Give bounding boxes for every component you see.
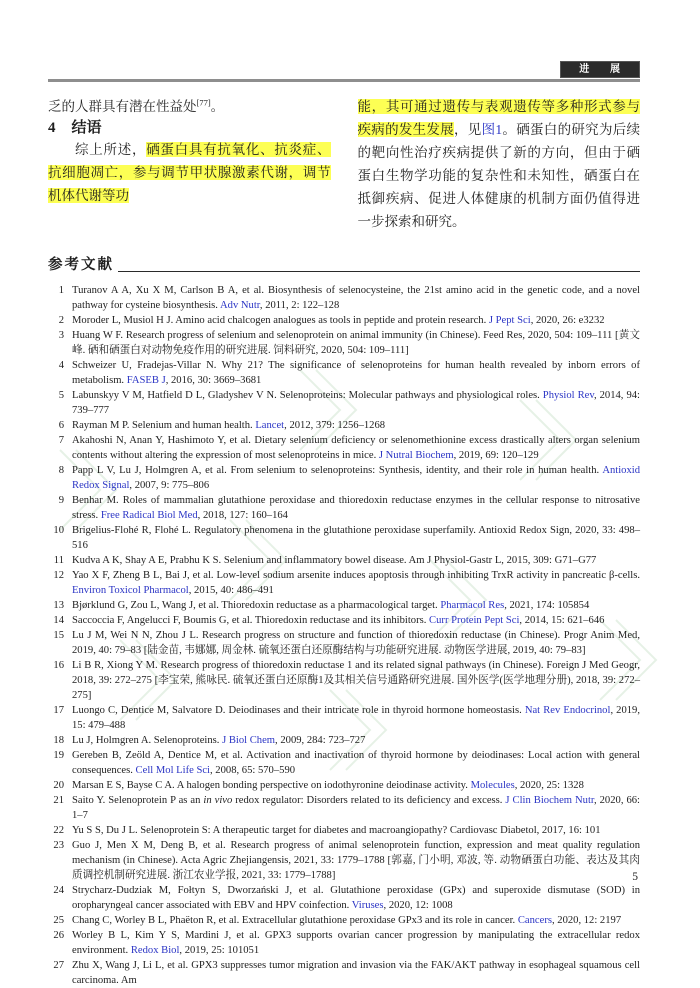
reference-number: 5 [58,390,64,401]
reference-number: 6 [58,420,64,431]
text-segment: ，见 [454,122,482,137]
reference-item [48,553,640,568]
inline-link[interactable]: 图1 [481,122,503,137]
reference-text [72,418,640,433]
inline-link[interactable]: Cancers [517,915,552,926]
text-segment: Chang C, Worley B L, Phaëton R, et al. Extracellular glutathione peroxidase GPx3 and its role in cancer. [72,915,518,926]
inline-link[interactable]: Environ Toxicol Pharmacol [72,585,189,596]
reference-item [48,628,640,658]
text-segment: Saccoccia F, Angelucci F, Boumis G, et al. Thioredoxin reductase and its inhibitors. [72,615,430,626]
reference-text [72,748,640,778]
reference-item [48,523,640,553]
reference-number: 3 [58,330,64,341]
text-segment: , 2007, 9: 775–806 [129,480,210,491]
conclusion-heading-label: 结语 [71,120,102,136]
reference-text [72,328,640,358]
reference-item [48,703,640,733]
reference-text [72,838,640,883]
text-segment: , 2020, 66: 1–7 [72,795,640,821]
inline-link[interactable]: J Biol Chem [222,735,276,746]
reference-number: 20 [53,780,64,791]
reference-number: 21 [53,795,64,806]
reference-number: 22 [53,825,64,836]
text-segment: Gereben B, Zeöld A, Dentice M, et al. Activation and inactivation of thyroid hormone by deiodinases: Local action with general consequences. [72,750,640,776]
reference-item [48,793,640,823]
left-paragraph-2 [48,138,331,207]
reference-text [72,613,640,628]
inline-link[interactable]: J Pept Sci [488,315,531,326]
text-segment: Yu S S, Du J L. Selenoprotein S: A therapeutic target for diabetes and macroangiopathy? Cardiovasc Diabetol, 2017, 16: 101 [72,825,601,836]
reference-item [48,823,640,838]
reference-number: 9 [58,495,64,506]
reference-item [48,493,640,523]
text-segment: 硒蛋白具有抗氧化、抗炎症、抗细胞凋亡，参与调节甲状腺激素代谢，调节机体代谢等功 [48,142,331,203]
reference-number: 10 [53,525,64,536]
references-heading-row [48,256,640,274]
text-segment: Worley B L, Kim Y S, Mardini J, et al. GPX3 supports ovarian cancer progression by manipulating the extracellular redox environment. [72,930,640,956]
text-segment: , 2019, 69: 120–129 [453,450,539,461]
reference-text [72,313,640,328]
text-segment: Moroder L, Musiol H J. Amino acid chalcogen analogues as tools in peptide and protein research. [72,315,489,326]
text-segment: , 2019, 15: 479–488 [72,705,641,731]
reference-number: 11 [53,555,64,566]
text-segment: , 2020, 12: 2197 [551,915,622,926]
reference-number: 15 [53,630,64,641]
reference-text [72,358,640,388]
reference-text [72,733,640,748]
text-segment: Yao X F, Zheng B L, Bai J, et al. Low-level sodium arsenite induces apoptosis through inhibiting TrxR activity in pancreatic β-cells. [72,570,640,581]
text-segment: Marsan E S, Bayse C A. A halogen bonding perspective on iodothyronine deiodinase activity. [72,780,471,791]
reference-item [48,658,640,703]
reference-number: 4 [58,360,64,371]
reference-item [48,958,640,988]
text-segment: Huang W F. Research progress of selenium and selenoprotein on animal immunity (in Chinese). Feed Res, 2020, 504: 109–111 [黄文峰. 硒和硒蛋白对动物免疫作用的研究进展. 饲料研究, 2020, 504: 109–111] [72,330,640,356]
reference-number: 17 [53,705,64,716]
inline-link[interactable]: Physiol Rev [542,390,594,401]
text-segment: Lu J M, Wei N N, Zhou J L. Research progress on structure and function of thioredoxin reductase (in Chinese). Progr Anim Med, 2019, 40: 79–83 [陆金苗, 韦娜娜, 周金林. 硫氧还蛋白还原酶结构与功能研究进展. 动物医学进展, 2019, 40: 79–83] [72,630,640,656]
inline-link[interactable]: Antioxid Redox Signal [72,465,640,491]
inline-link[interactable]: J Clin Biochem Nutr [505,795,594,806]
reference-text [72,778,640,793]
reference-text [72,553,640,568]
text-segment: 。 [210,99,225,114]
reference-number: 18 [53,735,64,746]
text-segment: , 2021, 174: 105854 [504,600,590,611]
text-segment: redox regulator: Disorders related to its deficiency and excess. [232,795,506,806]
reference-text [72,883,640,913]
text-segment: , 2008, 65: 570–590 [210,765,296,776]
reference-number: 7 [58,435,64,446]
conclusion-heading [48,118,331,138]
text-segment: Bjørklund G, Zou L, Wang J, et al. Thioredoxin reductase as a pharmacological target. [72,600,441,611]
text-segment: 乏的人群具有潜在性益处 [48,99,197,114]
text-segment: Li B R, Xiong Y M. Research progress of thioredoxin reductase 1 and its related signal pathways (in Chinese). Foreign J Med Geogr, 2018, 39: 272–275 [李宝荣, 熊咏民. 硫氧还蛋白还原酶1及其相关信号通路研究进展. 国外医学(医学地理分册), 2018, 39: 272–275] [72,660,640,701]
reference-number: 1 [58,285,64,296]
left-paragraph-1 [48,95,331,118]
reference-number: 13 [53,600,64,611]
reference-number: 27 [53,960,64,971]
inline-link[interactable]: Molecules [470,780,515,791]
reference-number: 24 [53,885,64,896]
inline-link[interactable]: Redox Biol [130,945,180,956]
inline-link[interactable]: Free Radical Biol Med [100,510,198,521]
text-segment: Brigelius-Flohé R, Flohé L. Regulatory phenomena in the glutathione peroxidase superfamily. Antioxid Redox Sign, 2020, 33: 498–516 [72,525,640,551]
references-rule [118,271,640,272]
reference-text [72,958,640,988]
text-segment: , 2016, 30: 3669–3681 [165,375,262,386]
inline-link[interactable]: Nat Rev Endocrinol [524,705,611,716]
text-segment: Luongo C, Dentice M, Salvatore D. Deiodinases and their intricate role in thyroid hormone homeostasis. [72,705,525,716]
text-segment: Strycharz-Dudziak M, Fołtyn S, Dworzański J, et al. Glutathione peroxidase (GPx) and superoxide dismutase (SOD) in oropharyngeal cancer associated with EBV and HPV coinfection. [72,885,640,911]
text-segment: , 2020, 25: 1328 [514,780,584,791]
reference-text [72,433,640,463]
reference-item [48,418,640,433]
text-segment: Zhu X, Wang J, Li L, et al. GPX3 suppresses tumor migration and invasion via the FAK/AKT pathway in esophageal squamous cell carcinoma. Am [72,960,640,986]
reference-item [48,778,640,793]
reference-item [48,883,640,913]
reference-item [48,463,640,493]
inline-link[interactable]: Adv Nutr [220,300,260,311]
reference-item [48,388,640,418]
reference-text [72,703,640,733]
reference-number: 19 [53,750,64,761]
inline-link[interactable]: J Nutral Biochem [378,450,454,461]
text-segment: , 2019, 25: 101051 [179,945,260,956]
references-heading: 参考文献 [48,257,114,273]
inline-link[interactable]: Lancet [255,420,285,431]
reference-text [72,568,640,598]
text-segment: Turanov A A, Xu X M, Carlson B A, et al. Biosynthesis of selenocysteine, the 21st amino acid in the genetic code, and a novel pathway for cysteine biosynthesis. [72,285,640,311]
reference-number: 16 [53,660,64,671]
intro-section [48,95,640,233]
text-segment: , 2018, 127: 160–164 [197,510,288,521]
text-segment: , 2009, 284: 723–727 [275,735,366,746]
reference-item [48,913,640,928]
text-segment: , 2014, 15: 621–646 [519,615,605,626]
text-segment: Papp L V, Lu J, Holmgren A, et al. From selenium to selenoproteins: Synthesis, identity, and their role in human health. [72,465,603,476]
text-segment: Saito Y. Selenoprotein P as an [72,795,204,806]
reference-number: 8 [58,465,64,476]
reference-text [72,913,640,928]
text-segment: Lu J, Holmgren A. Selenoproteins. [72,735,223,746]
reference-number: 23 [53,840,64,851]
progress-badge: 进 展 [560,61,640,78]
text-segment: Rayman M P. Selenium and human health. [72,420,256,431]
reference-text [72,823,640,838]
reference-number: 12 [53,570,64,581]
reference-item [48,733,640,748]
reference-item [48,283,640,313]
text-segment: Guo J, Men X M, Deng B, et al. Research progress of animal selenoprotein function, expression and meat quality regulation mechanism (in Chinese). Acta Agric Zhejiangensis, 2021, 33: 1779–1788 [郭嘉, 门小明, 邓波, 等. 动物硒蛋白功能、表达及其肉质调控机制研究进展. 浙江农业学报, 2021, 33: 1779–1788] [72,840,640,881]
inline-link[interactable]: Viruses [351,900,384,911]
text-segment: in vivo [203,795,233,806]
reference-text [72,388,640,418]
reference-number: 26 [53,930,64,941]
reference-text [72,793,640,823]
inline-link[interactable]: FASEB J [126,375,166,386]
reference-text [72,658,640,703]
reference-item [48,613,640,628]
page-header [48,0,640,78]
reference-text [72,283,640,313]
text-segment: Akahoshi N, Anan Y, Hashimoto Y, et al. Dietary selenium deficiency or selenomethionine excess drastically alters organ selenium contents without altering the expression of most selenoproteins in mice. [72,435,640,461]
reference-number: 2 [58,315,64,326]
reference-text [72,523,640,553]
text-segment: , 2012, 379: 1256–1268 [284,420,386,431]
inline-link[interactable]: Pharmacol Res [440,600,505,611]
page-number: 5 [632,871,638,883]
reference-item [48,313,640,328]
reference-item [48,433,640,463]
conclusion-heading-number: 4 [48,120,56,136]
text-segment: Kudva A K, Shay A E, Prabhu K S. Selenium and inflammatory bowel disease. Am J Physiol-Gastr L, 2015, 309: G71–G77 [72,555,597,566]
reference-text [72,463,640,493]
reference-item [48,358,640,388]
reference-text [72,598,640,613]
inline-link[interactable]: Curr Protein Pept Sci [429,615,520,626]
reference-text [72,628,640,658]
text-segment: [77] [196,97,211,108]
reference-item [48,328,640,358]
text-segment: , 2014, 94: 739–777 [72,390,640,416]
intro-right-column [358,95,641,233]
right-paragraph-1 [358,95,641,233]
reference-item [48,568,640,598]
text-segment: , 2020, 26: e3232 [530,315,605,326]
text-segment: , 2011, 2: 122–128 [259,300,340,311]
reference-number: 25 [53,915,64,926]
text-segment: Labunskyy V M, Hatfield D L, Gladyshev V N. Selenoproteins: Molecular pathways and physiological roles. [72,390,543,401]
reference-list [48,283,640,988]
reference-item [48,838,640,883]
text-segment: 。硒蛋白的研究为后续的靶向性治疗疾病提供了新的方向，但由于硒蛋白生物学功能的复杂性和未知性，硒蛋白在抵御疾病、促进人体健康的机制方面仍值得进一步探索和研究。 [357,122,641,229]
inline-link[interactable]: Cell Mol Life Sci [135,765,210,776]
text-segment: 能，其可通过遗传与表观遗传等多种形式参与疾病的发生发展 [357,99,640,137]
text-segment: 综上所述， [75,142,147,157]
reference-number: 14 [53,615,64,626]
intro-left-column [48,95,331,233]
text-segment: Benhar M. Roles of mammalian glutathione peroxidase and thioredoxin reductase enzymes in the cellular response to nitrosative stress. [72,495,640,521]
text-segment: , 2020, 12: 1008 [383,900,453,911]
text-segment: Schweizer U, Fradejas-Villar N. Why 21? The significance of selenoproteins for human health revealed by inborn errors of metabolism. [72,360,640,386]
reference-item [48,598,640,613]
reference-text [72,493,640,523]
text-segment: , 2015, 40: 486–491 [188,585,274,596]
reference-item [48,748,640,778]
header-rule [48,79,640,82]
